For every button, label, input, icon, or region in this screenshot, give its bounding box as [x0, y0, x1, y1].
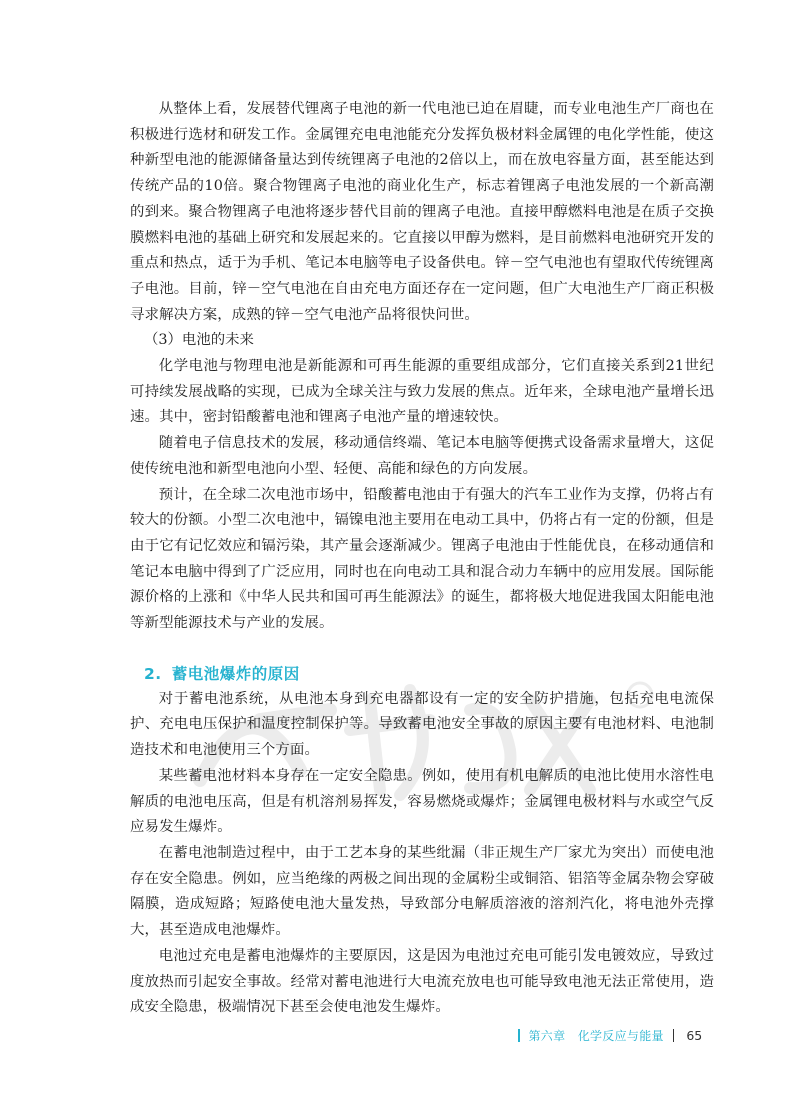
paragraph-section-1: 对于蓄电池系统，从电池本身到充电器都设有一定的安全防护措施，包括充电电流保护、充电电压保护和温度控制保护等。导致蓄电池安全事故的原因主要有电池材料、电池制造技术和电池使用三个方面。	[130, 690, 714, 759]
paragraph-future-2: 随着电子信息技术的发展，移动通信终端、笔记本电脑等便携式设备需求量增大，这促使传统电池和新型电池向小型、轻便、高能和绿色的方向发展。	[130, 435, 714, 477]
paragraph-section-2: 某些蓄电池材料本身存在一定安全隐患。例如，使用有机电解质的电池比使用水溶性电解质的电池电压高，但是有机溶剂易挥发，容易燃烧或爆炸；金属锂电极材料与水或空气反应易发生爆炸。	[130, 767, 714, 836]
paragraph-future-1: 化学电池与物理电池是新能源和可再生能源的重要组成部分，它们直接关系到21世纪可持续发展战略的实现，已成为全球关注与致力发展的焦点。近年来，全球电池产量增长迅速。其中，密封铅酸蓄电池和锂离子电池产量的增速较快。	[130, 358, 714, 426]
footer-chapter-title: 第六章 化学反应与能量	[528, 1028, 664, 1043]
section-title	[130, 661, 714, 687]
page-number: 65	[686, 1027, 703, 1043]
paragraph-section-3: 在蓄电池制造过程中，由于工艺本身的某些纰漏（非正规生产厂家尤为突出）而使电池存在安全隐患。例如，应当绝缘的两极之间出现的金属粉尘或铜箔、铝箔等金属杂物会穿破隔膜，造成短路；短路使电池大量发热，导致部分电解质溶液的溶剂汽化，将电池外壳撑大，甚至造成电池爆炸。	[130, 844, 714, 939]
page-footer	[518, 1025, 702, 1045]
footer-divider-left	[518, 1029, 520, 1042]
section-title-text: 蓄电池爆炸的原因	[171, 664, 300, 683]
paragraph-section-4: 电池过充电是蓄电池爆炸的主要原因，这是因为电池过充电可能引发电镀效应，导致过度放热而引起安全事故。经常对蓄电池进行大电流充放电也可能导致电池无法正常使用，造成安全隐患，极端情况下甚至会使电池发生爆炸。	[130, 947, 714, 1016]
page-body	[130, 97, 714, 1021]
section-number: 2.	[144, 664, 162, 683]
paragraph-future-3: 预计，在全球二次电池市场中，铅酸蓄电池由于有强大的汽车工业作为支撑，仍将占有较大的份额。小型二次电池中，镉镍电池主要用在电动工具中，仍将占有一定的份额，但是由于它有记忆效应和镉污染，其产量会逐渐减少。锂离子电池由于性能优良，在移动通信和笔记本电脑中得到了广泛应用，同时也在向电动工具和混合动力车辆中的应用发展。国际能源价格的上涨和《中华人民共和国可再生能源法》的诞生，都将极大地促进我国太阳能电池等新型能源技术与产业的发展。	[130, 486, 714, 632]
footer-divider-right	[673, 1029, 675, 1042]
subheading-battery-future: （3）电池的未来	[144, 332, 254, 349]
paragraph-successor-batteries: 从整体上看，发展替代锂离子电池的新一代电池已迫在眉睫，而专业电池生产厂商也在积极进行选材和研发工作。金属锂充电电池能充分发挥负极材料金属锂的电化学性能，使这种新型电池的能源储备量达到传统锂离子电池的2倍以上，而在放电容量方面，甚至能达到传统产品的10倍。聚合物锂离子电池的商业化生产，标志着锂离子电池发展的一个新高潮的到来。聚合物锂离子电池将逐步替代目前的锂离子电池。直接甲醇燃料电池是在质子交换膜燃料电池的基础上研究和发展起来的。它直接以甲醇为燃料，是目前燃料电池研究开发的重点和热点，适于为手机、笔记本电脑等电子设备供电。锌－空气电池也有望取代传统锂离子电池。目前，锌－空气电池在自由充电方面还存在一定问题，但广大电池生产厂商正积极寻求解决方案，成熟的锌－空气电池产品将很快问世。	[130, 101, 714, 323]
